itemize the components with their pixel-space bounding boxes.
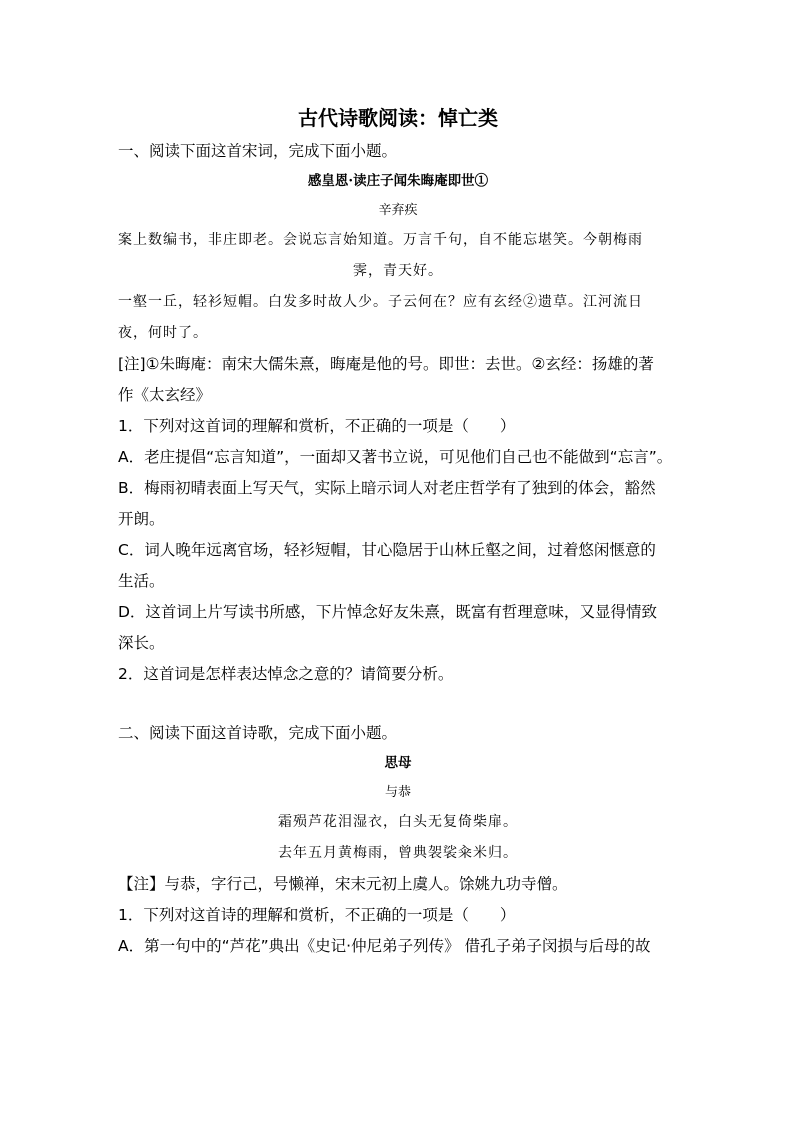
section2-poem-title: 思母: [384, 755, 412, 771]
section1-question-2: 2．这首词是怎样表达悼念之意的？请简要分析。: [118, 665, 454, 683]
section1-poem-title: 感皇恩·读庄子闻朱晦庵即世①: [307, 173, 489, 189]
section1-option-line: B．梅雨初晴表面上写天气，实际上暗示词人对老庄哲学有了独到的体会，豁然: [118, 479, 656, 497]
section1-option-line: 深长。: [118, 634, 165, 652]
section1-option-line: 开朗。: [118, 510, 165, 528]
section2-note: 【注】与恭，字行己，号懒禅，宋末元初上虞人。馀姚九功寺僧。: [118, 875, 568, 893]
section1-question-1: 1．下列对这首词的理解和赏析，不正确的一项是（ ）: [118, 417, 516, 435]
section-spacer: [118, 690, 678, 718]
section1-option-line: C．词人晚年远离官场，轻衫短帽，甘心隐居于山林丘壑之间，过着悠闲惬意的: [118, 541, 656, 559]
section1-option-line: D．这首词上片写读书所感，下片悼念好友朱熹，既富有哲理意味，又显得情致: [118, 603, 657, 621]
section1-note-line: 作《太玄经》: [118, 386, 212, 404]
document-content: [118, 100, 678, 962]
section2-poem-line: 去年五月黄梅雨，曾典袈裟籴米归。: [278, 845, 518, 861]
section1-poem-author: 辛弃疾: [378, 203, 418, 218]
section2-question-1: 1．下列对这首诗的理解和赏析，不正确的一项是（ ）: [118, 906, 516, 924]
section2-poem-author: 与恭: [384, 785, 411, 800]
section2-poem-line: 霜殒芦花泪湿衣，白头无复倚柴扉。: [278, 814, 518, 830]
section1-poem-line: 案上数编书，非庄即老。会说忘言始知道。万言千句，自不能忘堪笑。今朝梅雨: [118, 232, 643, 248]
section1-poem-line: 夜，何时了。: [118, 325, 208, 341]
section1-poem-line: 一壑一丘，轻衫短帽。白发多时故人少。子云何在？应有玄经②遗草。江河流日: [118, 294, 643, 310]
section1-option-line: A．老庄提倡“忘言知道”，一面却又著书立说，可见他们自己也不能做到“忘言”。: [118, 448, 673, 466]
section1-poem-line: 霁，青天好。: [353, 263, 443, 279]
section1-option-line: 生活。: [118, 572, 165, 590]
section2-heading: 二、阅读下面这首诗歌，完成下面小题。: [118, 724, 398, 742]
section1-heading: 一、阅读下面这首宋词，完成下面小题。: [118, 142, 398, 160]
section2-option-a: A．第一句中的“芦花”典出《史记·仲尼弟子列传》 借孔子弟子闵损与后母的故: [118, 937, 651, 955]
section1-note-line: [注]①朱晦庵：南宋大儒朱熹，晦庵是他的号。即世：去世。②玄经：扬雄的著: [118, 355, 654, 373]
page-title: 古代诗歌阅读：悼亡类: [298, 106, 498, 130]
